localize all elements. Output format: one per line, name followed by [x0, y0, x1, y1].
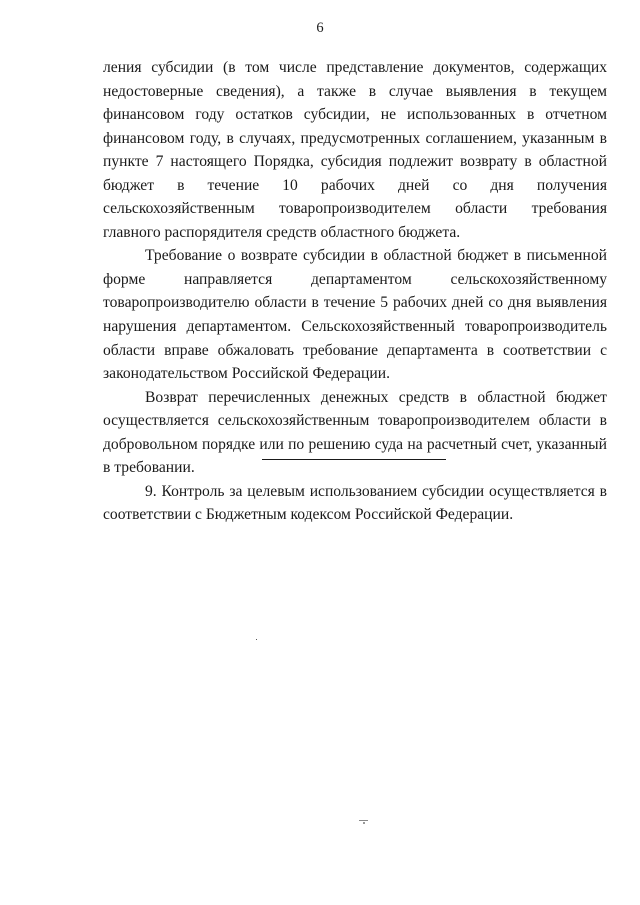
paragraph-item-9-control: 9. Контроль за целевым использованием субсидии осуществляется в соответствии с Бюджетным кодексом Российской Федерации.: [103, 482, 607, 524]
end-of-document-rule: [262, 459, 446, 460]
paragraph-refund-demand: Требование о возврате субсидии в областной бюджет в письменной форме направляется департаментом сельскохозяйственному товаропроизводителю области в течение 5 рабочих дней со дня выявления нарушения департаментом. Сельскохозяйственный товаропроизводитель области вправе обжаловать требование департамента в соответствии с законодательством Российской Федерации.: [103, 247, 607, 383]
document-body: [103, 56, 607, 527]
scan-artifact: [256, 639, 257, 640]
paragraph-refund-procedure: Возврат перечисленных денежных средств в областной бюджет осуществляется сельскохозяйственным товаропроизводителем области в добровольном порядке или по решению суда на расчетный счет, указанный в требовании.: [103, 388, 607, 477]
scan-artifact: [359, 820, 368, 821]
scan-artifact: [363, 822, 365, 824]
page-number: 6: [316, 20, 324, 36]
paragraph-continuation: ления субсидии (в том числе представление документов, содержащих недостоверные сведения), а также в случае выявления в текущем финансовом году остатков субсидии, не использованных в отчетном финансовом году, в случаях, предусмотренных соглашением, указанным в пункте 7 настоящего Порядка, субсидия подлежит возврату в областной бюджет в течение 10 рабочих дней со дня получения сельскохозяйственным товаропроизводителем области требования главного распорядителя средств областного бюджета.: [103, 59, 607, 241]
